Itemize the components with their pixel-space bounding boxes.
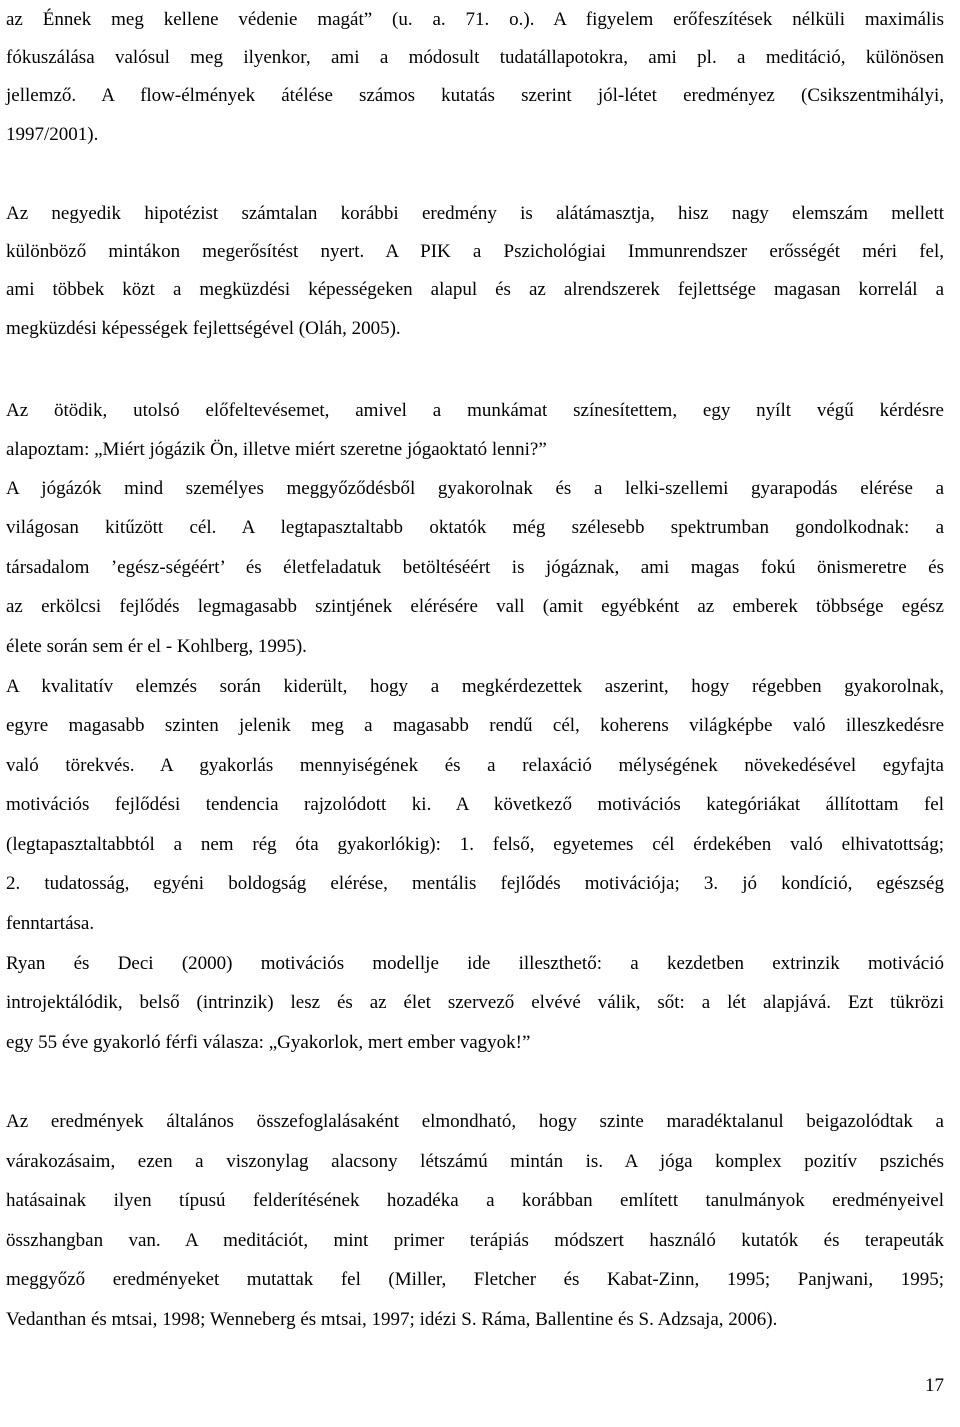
text-line: fenntartása.	[6, 913, 95, 934]
text-line: az Énnek meg kellene védenie magát” (u. a. 71. o.). A figyelem erőfeszítések nélküli maximális	[6, 9, 944, 30]
text-line: összhangban van. A meditációt, mint primer terápiás módszert használó kutatók és terapeuták	[6, 1230, 944, 1251]
text-line: alapoztam: „Miért jógázik Ön, illetve miért szeretne jógaoktató lenni?”	[6, 439, 547, 460]
text-line: (legtapasztaltabbtól a nem rég óta gyakorlókig): 1. felső, egyetemes cél érdekében való elhivatottság;	[6, 834, 944, 855]
text-line: A jógázók mind személyes meggyőződésből gyakorolnak és a lelki-szellemi gyarapodás elérése a	[6, 478, 944, 499]
text-line: az erkölcsi fejlődés legmagasabb szintjének elérésére vall (amit egyébként az emberek többsége egész	[6, 596, 944, 617]
text-line: 2. tudatosság, egyéni boldogság elérése, mentális fejlődés motivációja; 3. jó kondíció, egészség	[6, 873, 944, 894]
text-line: introjektálódik, belső (intrinzik) lesz és az élet szervező elvévé válik, sőt: a lét alapjává. Ezt tükrözi	[6, 992, 944, 1013]
text-line: jellemző. A flow-élmények átélése számos kutatás szerint jól-létet eredményez (Csikszentmihályi,	[6, 85, 944, 106]
text-line: motivációs fejlődési tendencia rajzolódott ki. A következő motivációs kategóriákat állítottam fel	[6, 794, 944, 815]
text-line: egyre magasabb szinten jelenik meg a magasabb rendű cél, koherens világképbe való illeszkedésre	[6, 715, 944, 736]
text-line: Vedanthan és mtsai, 1998; Wenneberg és mtsai, 1997; idézi S. Ráma, Ballentine és S. Adzsaja, 2006).	[6, 1309, 778, 1330]
text-line: megküzdési képességek fejlettségével (Oláh, 2005).	[6, 318, 401, 339]
text-line: egy 55 éve gyakorló férfi válasza: „Gyakorlok, mert ember vagyok!”	[6, 1032, 531, 1053]
text-line: való törekvés. A gyakorlás mennyiségének és a relaxáció mélységének növekedésével egyfajta	[6, 755, 944, 776]
text-line: fókuszálása valósul meg ilyenkor, ami a módosult tudatállapotokra, ami pl. a meditáció, különösen	[6, 47, 944, 68]
text-line: meggyőző eredményeket mutattak fel (Miller, Fletcher és Kabat-Zinn, 1995; Panjwani, 1995;	[6, 1269, 944, 1290]
text-line: élete során sem ér el - Kohlberg, 1995).	[6, 636, 307, 657]
text-line: A kvalitatív elemzés során kiderült, hogy a megkérdezettek aszerint, hogy régebben gyakorolnak,	[6, 676, 944, 697]
text-line: világosan kitűzött cél. A legtapasztaltabb oktatók még szélesebb spektrumban gondolkodnak: a	[6, 517, 944, 538]
text-line: 1997/2001).	[6, 124, 99, 145]
text-line: Az eredmények általános összefoglalásaként elmondható, hogy szinte maradéktalanul beigazolódtak a	[6, 1111, 944, 1132]
text-line: hatásainak ilyen típusú felderítésének hozadéka a korábban említett tanulmányok eredményeivel	[6, 1190, 944, 1211]
text-line: különböző mintákon megerősítést nyert. A PIK a Pszichológiai Immunrendszer erősségét méri fel,	[6, 241, 944, 262]
text-line: Ryan és Deci (2000) motivációs modellje ide illeszthető: a kezdetben extrinzik motiváció	[6, 953, 944, 974]
text-line: Az ötödik, utolsó előfeltevésemet, amivel a munkámat színesítettem, egy nyílt végű kérdésre	[6, 400, 944, 421]
text-line: ami többek közt a megküzdési képességeken alapul és az alrendszerek fejlettsége magasan korrelál a	[6, 279, 944, 300]
text-line: Az negyedik hipotézist számtalan korábbi eredmény is alátámasztja, hisz nagy elemszám mellett	[6, 203, 944, 224]
text-line: várakozásaim, ezen a viszonylag alacsony létszámú mintán is. A jóga komplex pozitív pszichés	[6, 1151, 944, 1172]
page-number: 17	[925, 1375, 944, 1396]
text-line: társadalom ’egész-ségéért’ és életfeladatuk betöltéséért is jógáznak, ami magas fokú önismeretre és	[6, 557, 944, 578]
